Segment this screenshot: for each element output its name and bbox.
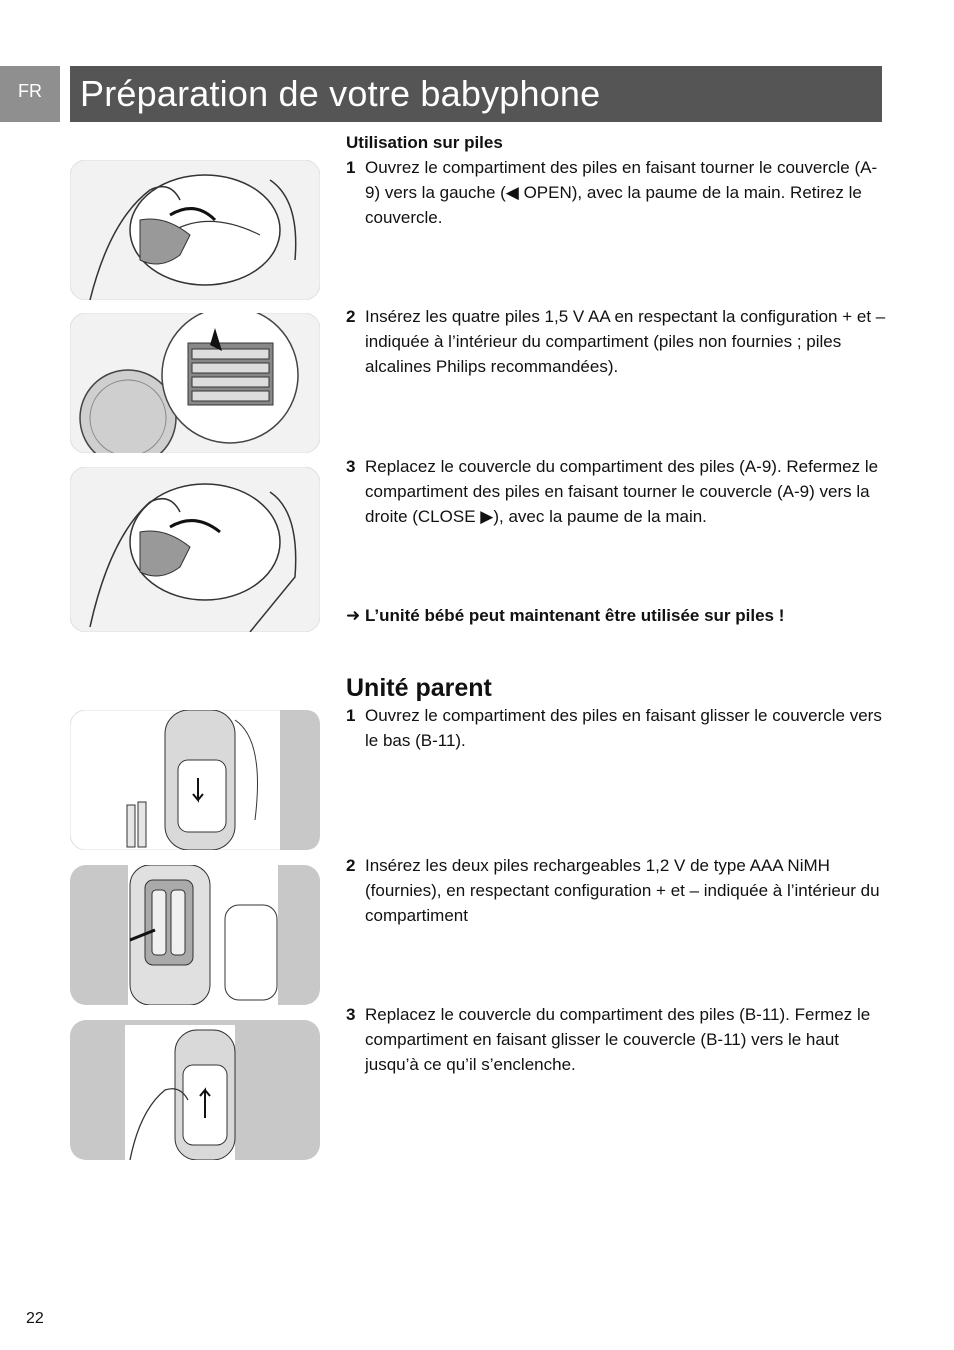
illustration-insert-aaa-batteries: [70, 865, 320, 1005]
illustration-close-parent-compartment: [70, 1020, 320, 1160]
step-number: 1: [346, 706, 356, 725]
step-text: Replacez le couvercle du compartiment des piles (A-9). Refermez le compartiment des piles en faisant tourner le couvercle (A-9) vers la droite (CLOSE ▶), avec la paume de la main.: [365, 457, 879, 526]
parent-unit-section: [346, 673, 886, 753]
illustration-open-baby-compartment: [70, 160, 320, 300]
parent-step-2: [346, 853, 886, 928]
step-text: Ouvrez le compartiment des piles en faisant tourner le couvercle (A-9) vers la gauche (◀ OPEN), avec la paume de la main. Retirez le couvercle.: [365, 158, 878, 227]
illustration-open-parent-compartment: [70, 710, 320, 850]
language-label: FR: [18, 80, 42, 101]
parent-step-3: [346, 1002, 886, 1077]
step-text: Replacez le couvercle du compartiment des piles (B-11). Fermez le compartiment en faisant glisser le couvercle (B-11) vers le haut jusqu’à ce qu’il s’enclenche.: [365, 1005, 871, 1074]
illustration-insert-aa-batteries: [70, 313, 320, 453]
language-tab: [0, 66, 60, 122]
battery-usage-subheading: Utilisation sur piles: [346, 133, 503, 152]
page-number: 22: [26, 1310, 44, 1327]
baby-unit-result: [346, 603, 886, 628]
step-number: 3: [346, 1005, 356, 1024]
baby-step-3-block: [346, 454, 886, 529]
parent-step-2-block: [346, 853, 886, 928]
parent-step-3-block: [346, 1002, 886, 1077]
step-text: Ouvrez le compartiment des piles en faisant glisser le couvercle vers le bas (B-11).: [365, 706, 882, 750]
step-number: 1: [346, 158, 356, 177]
baby-step-3: [346, 454, 886, 529]
parent-step-1: [346, 703, 886, 753]
page-title: Préparation de votre babyphone: [70, 66, 882, 122]
step-number: 3: [346, 457, 356, 476]
baby-unit-section: [346, 130, 886, 230]
step-text: Insérez les deux piles rechargeables 1,2 V de type AAA NiMH (fournies), en respectant configuration + et – indiquée à l’intérieur du compartiment: [365, 856, 880, 925]
baby-step-1: [346, 155, 886, 230]
baby-step-2-block: [346, 304, 886, 379]
step-number: 2: [346, 307, 356, 326]
baby-step-2: [346, 304, 886, 379]
result-note: ➜ L’unité bébé peut maintenant être utilisée sur piles !: [346, 606, 785, 625]
illustration-close-baby-compartment: [70, 467, 320, 632]
parent-unit-heading: Unité parent: [346, 674, 492, 702]
step-text: Insérez les quatre piles 1,5 V AA en respectant la configuration + et – indiquée à l’intérieur du compartiment (piles non fournies ; piles alcalines Philips recommandées).: [365, 307, 886, 376]
step-number: 2: [346, 856, 356, 875]
